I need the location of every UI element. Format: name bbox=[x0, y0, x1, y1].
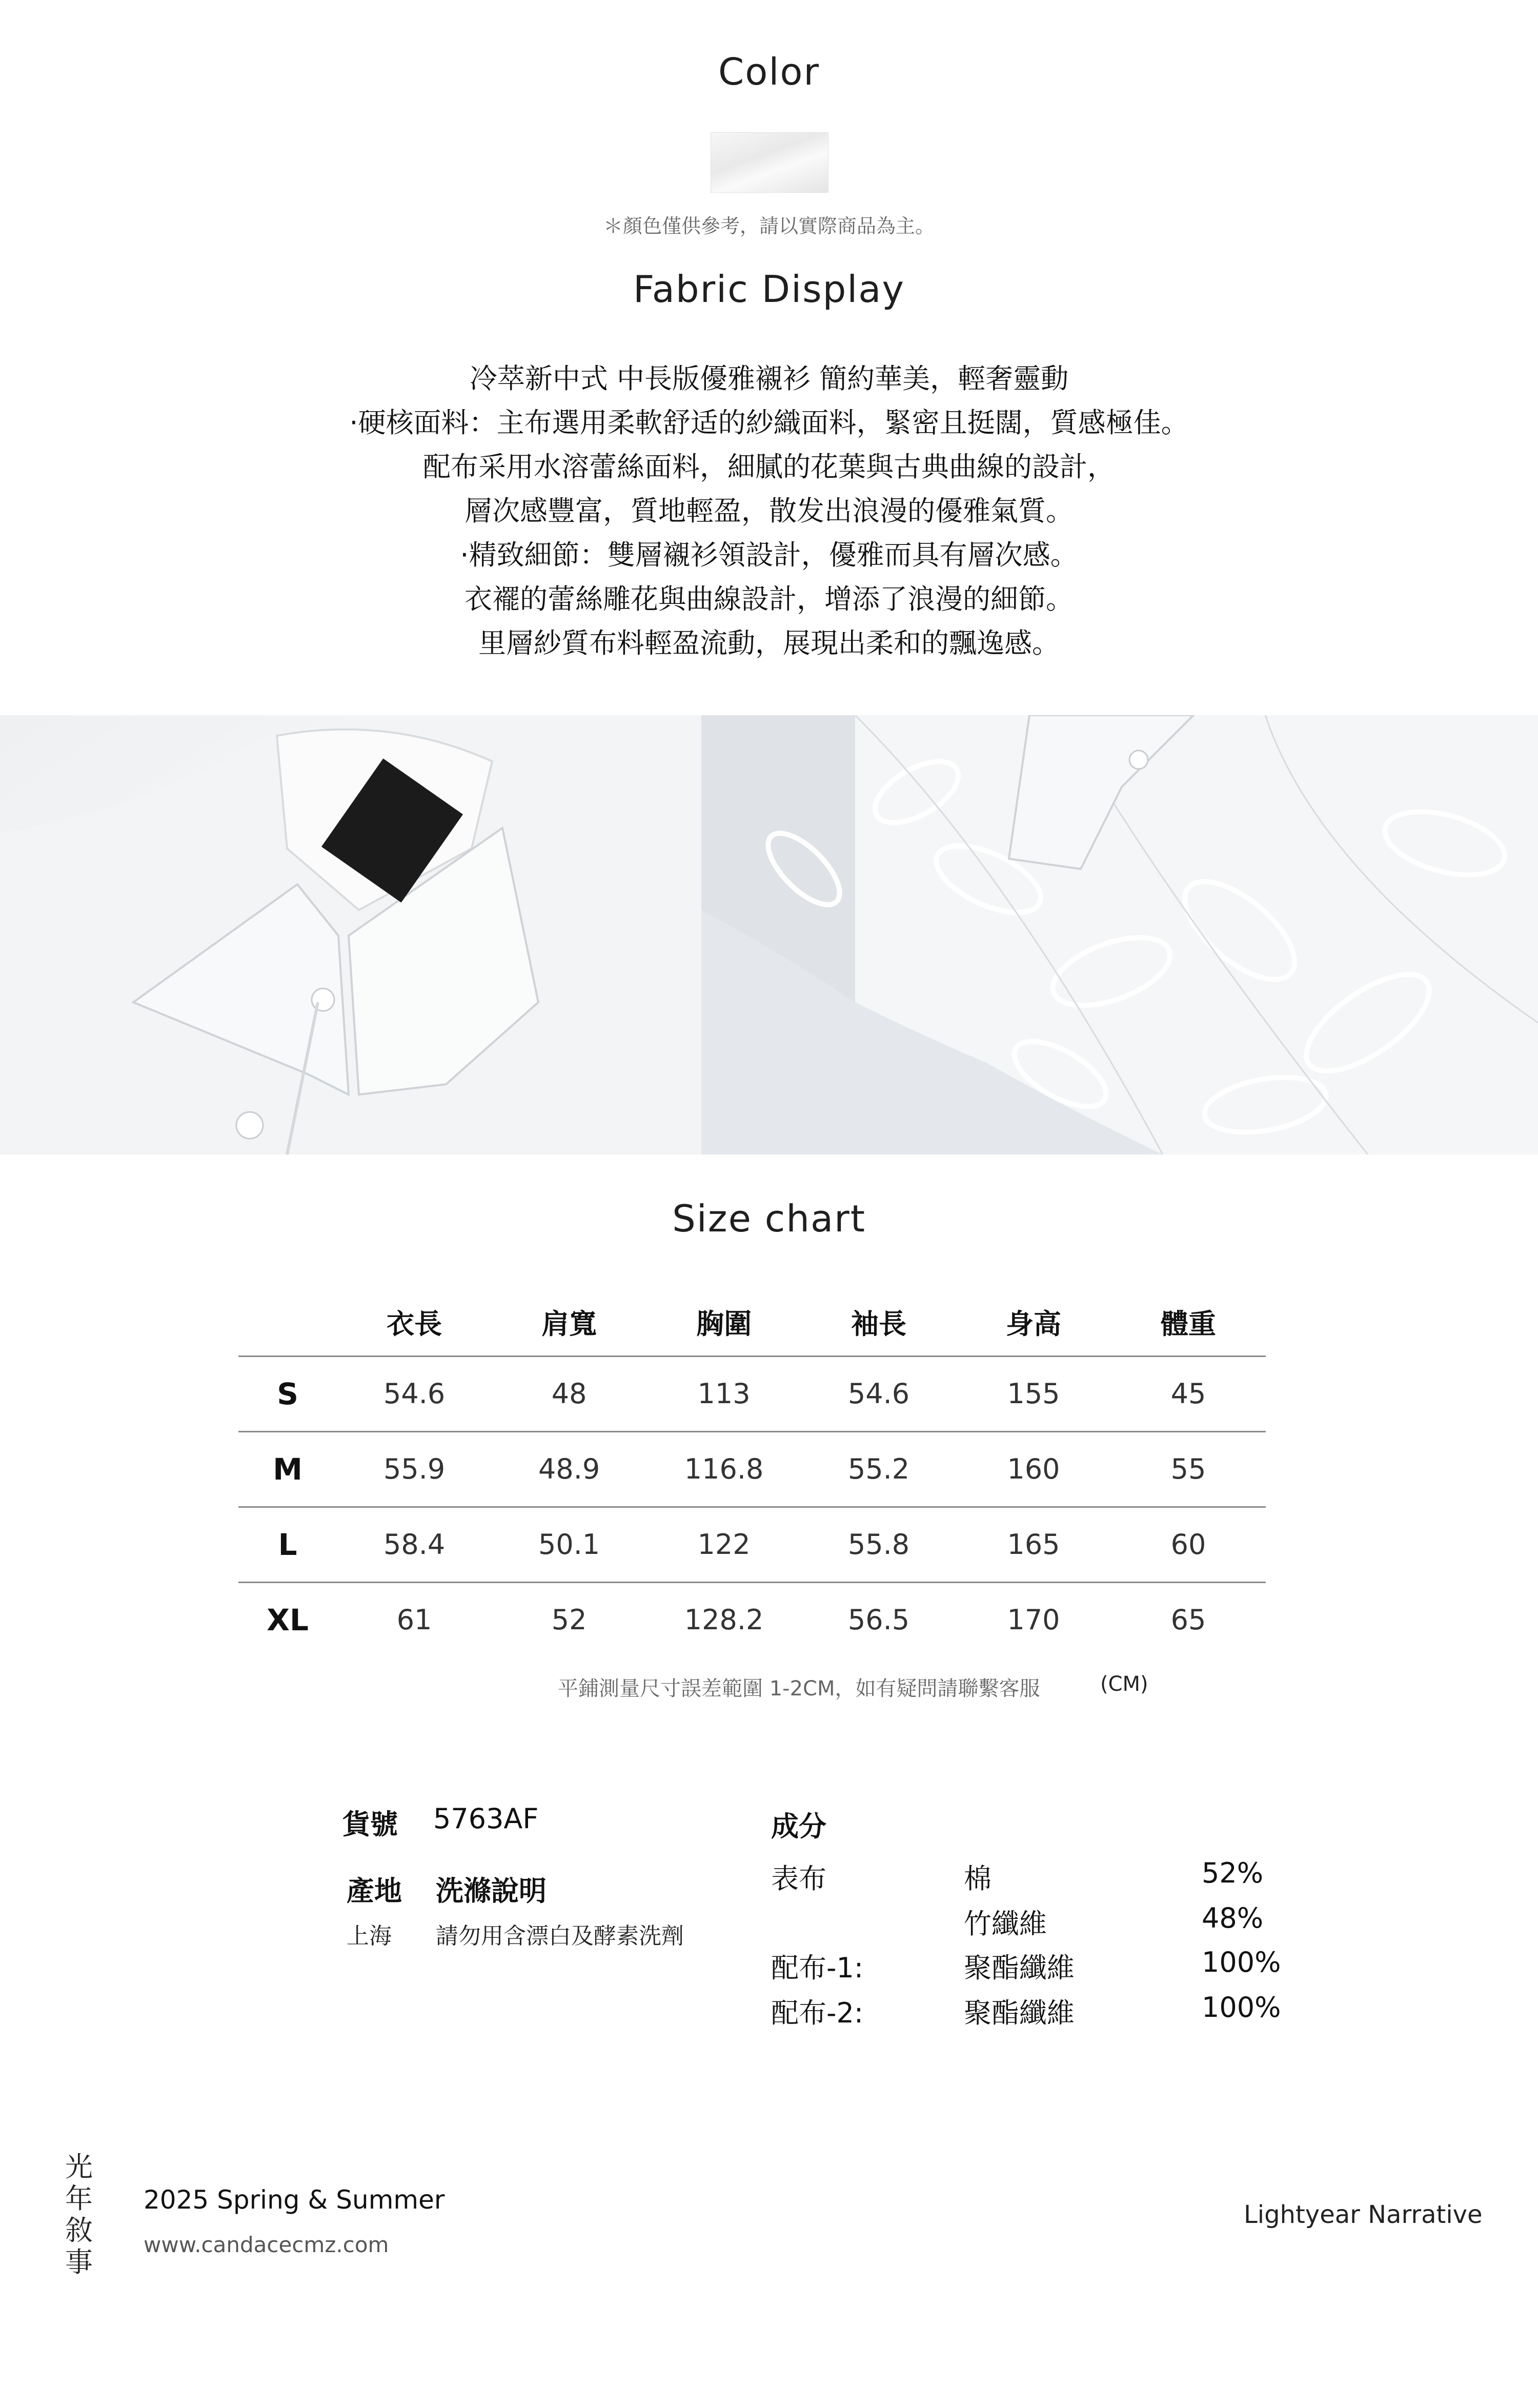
table-cell: 45 bbox=[1111, 1356, 1266, 1431]
item-no-label: 貨號 bbox=[342, 1808, 398, 1840]
description-line: ·硬核面料：主布選用柔軟舒适的紗織面料，緊密且挺闊，質感極佳。 bbox=[349, 407, 1189, 439]
color-swatch-white[interactable] bbox=[711, 132, 828, 193]
season-label: 2025 Spring & Summer bbox=[144, 2185, 445, 2215]
color-note: ＊顏色僅供參考，請以實際商品為主。 bbox=[603, 215, 935, 237]
table-cell: 58.4 bbox=[337, 1507, 492, 1582]
description-line: 衣襬的蕾絲雕花與曲線設計，增添了浪漫的細節。 bbox=[464, 583, 1074, 615]
description-line: 冷萃新中式 中長版優雅襯衫 簡約華美，輕奢靈動 bbox=[469, 362, 1069, 395]
size-table-header bbox=[238, 1292, 1266, 1356]
origin: 上海 bbox=[347, 1923, 392, 1949]
table-cell: 65 bbox=[1111, 1582, 1266, 1657]
table-row bbox=[238, 1582, 1266, 1657]
table-cell: 116.8 bbox=[646, 1431, 801, 1507]
wash-label: 洗滌說明 bbox=[436, 1875, 547, 1907]
table-cell: 50.1 bbox=[492, 1507, 646, 1582]
brand-char: 敘 bbox=[65, 2214, 93, 2247]
wash-instruction: 請勿用含漂白及酵素洗劑 bbox=[436, 1923, 684, 1949]
brand-char: 光 bbox=[65, 2151, 93, 2183]
composition-percent: 100% bbox=[1202, 1946, 1281, 1978]
table-row bbox=[238, 1431, 1266, 1507]
table-cell: 55 bbox=[1111, 1431, 1266, 1507]
table-cell: 113 bbox=[646, 1356, 801, 1431]
fabric-title: Fabric Display bbox=[633, 268, 905, 311]
website-link[interactable]: www.candacecmz.com bbox=[144, 2232, 389, 2257]
origin-label: 產地 bbox=[347, 1875, 402, 1907]
composition-percent: 100% bbox=[1202, 1991, 1281, 2023]
table-cell: 155 bbox=[956, 1356, 1111, 1431]
lace-detail-photo bbox=[701, 715, 1538, 1155]
item-no: 5763AF bbox=[433, 1803, 539, 1835]
size-label: L bbox=[238, 1507, 337, 1582]
description-line: 里層紗質布料輕盈流動，展現出柔和的飄逸感。 bbox=[478, 627, 1060, 659]
header-weight: 體重 bbox=[1161, 1308, 1216, 1340]
table-cell: 55.2 bbox=[801, 1431, 956, 1507]
description-line: 層次感豐富，質地輕盈，散发出浪漫的優雅氣質。 bbox=[464, 495, 1074, 527]
size-label: M bbox=[238, 1431, 337, 1507]
table-cell: 122 bbox=[646, 1507, 801, 1582]
table-cell: 56.5 bbox=[801, 1582, 956, 1657]
description-line: ·精致細節：雙層襯衫領設計，優雅而具有層次感。 bbox=[460, 539, 1078, 571]
size-table-grid bbox=[238, 1292, 1266, 1657]
table-row bbox=[238, 1356, 1266, 1431]
collar-detail-photo bbox=[0, 715, 701, 1155]
composition-material: 竹纖維 bbox=[964, 1908, 1047, 1940]
table-cell: 128.2 bbox=[646, 1582, 801, 1657]
composition-material: 聚酯纖維 bbox=[964, 1997, 1075, 2029]
color-title: Color bbox=[718, 50, 820, 93]
composition-material: 棉 bbox=[964, 1863, 991, 1895]
header-shoulder: 肩寬 bbox=[541, 1308, 597, 1340]
composition-material: 聚酯纖維 bbox=[964, 1952, 1075, 1984]
header-height: 身高 bbox=[1006, 1308, 1062, 1340]
size-label: S bbox=[238, 1356, 337, 1431]
table-cell: 160 bbox=[956, 1431, 1111, 1507]
composition-part: 配布-1: bbox=[771, 1952, 864, 1984]
table-cell: 165 bbox=[956, 1507, 1111, 1582]
brand-char: 事 bbox=[65, 2246, 93, 2278]
table-cell: 48.9 bbox=[492, 1431, 646, 1507]
table-cell: 52 bbox=[492, 1582, 646, 1657]
table-cell: 48 bbox=[492, 1356, 646, 1431]
size-unit: (CM) bbox=[1100, 1672, 1148, 1696]
header-chest: 胸圍 bbox=[696, 1308, 752, 1340]
brand-english-name: Lightyear Narrative bbox=[1244, 2200, 1483, 2229]
table-cell: 55.9 bbox=[337, 1431, 492, 1507]
table-cell: 54.6 bbox=[801, 1356, 956, 1431]
header-length: 衣長 bbox=[387, 1308, 442, 1340]
size-label: XL bbox=[238, 1582, 337, 1657]
size-chart-title: Size chart bbox=[672, 1197, 866, 1240]
brand-vertical-logo bbox=[64, 2151, 94, 2278]
composition-percent: 48% bbox=[1202, 1902, 1264, 1934]
fabric-description bbox=[0, 357, 1538, 665]
size-note: 平鋪測量尺寸誤差範圍 1-2CM，如有疑問請聯繫客服 bbox=[558, 1677, 1040, 1701]
table-cell: 54.6 bbox=[337, 1356, 492, 1431]
composition-part: 表布 bbox=[771, 1863, 826, 1895]
table-cell: 55.8 bbox=[801, 1507, 956, 1582]
size-table bbox=[238, 1292, 1266, 1657]
brand-char: 年 bbox=[65, 2182, 93, 2215]
composition-part: 配布-2: bbox=[771, 1997, 864, 2029]
table-row bbox=[238, 1507, 1266, 1582]
table-cell: 60 bbox=[1111, 1507, 1266, 1582]
table-cell: 170 bbox=[956, 1582, 1111, 1657]
description-line: 配布采用水溶蕾絲面料，細膩的花葉與古典曲線的設計， bbox=[423, 451, 1115, 483]
table-cell: 61 bbox=[337, 1582, 492, 1657]
header-sleeve: 袖長 bbox=[851, 1308, 907, 1340]
composition-label: 成分 bbox=[771, 1810, 826, 1843]
corner-cell bbox=[238, 1292, 337, 1356]
composition-percent: 52% bbox=[1202, 1857, 1264, 1889]
